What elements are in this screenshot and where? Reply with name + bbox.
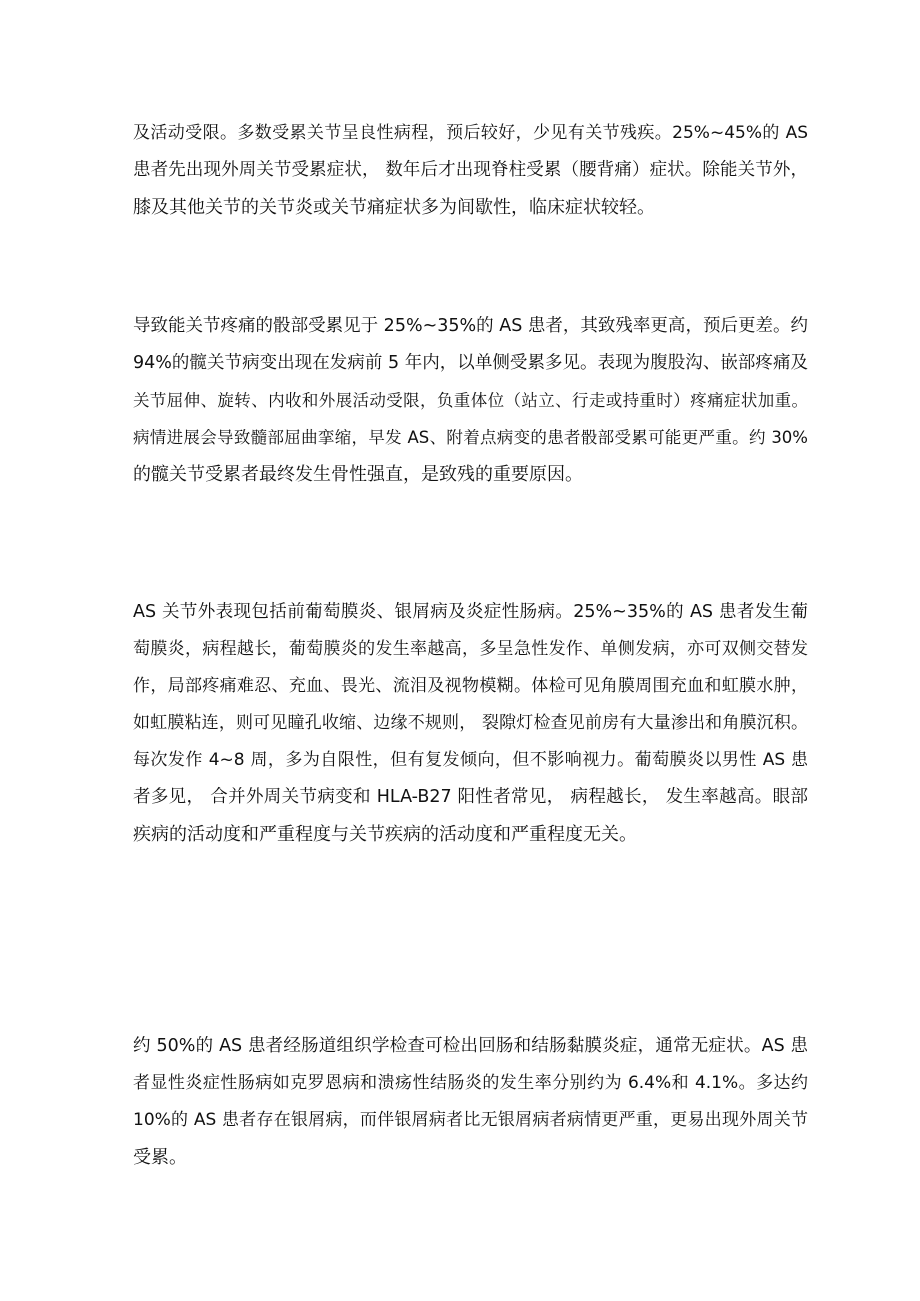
text-line: 作，局部疼痛难忍、充血、畏光、流泪及视物模糊。体检可见角膜周围充血和虹膜水肿， <box>133 676 808 696</box>
text-line: 膝及其他关节的关节炎或关节痛症状多为间歇性，临床症状较轻。 <box>133 197 655 218</box>
text-line: 受累。 <box>133 1147 187 1168</box>
text-line: 者显性炎症性肠病如克罗恩病和溃疡性结肠炎的发生率分别约为 6.4%和 4.1%。多达约 <box>133 1073 808 1093</box>
paragraph-peripheral-joints <box>133 115 808 226</box>
text-line: 关节屈伸、旋转、内收和外展活动受限，负重体位（站立、行走或持重时）疼痛症状加重。 <box>133 391 808 410</box>
text-line: 及活动受限。多数受累关节呈良性病程，预后较好，少见有关节残疾。25%~45%的 AS <box>133 123 808 143</box>
text-line: 萄膜炎，病程越长，葡萄膜炎的发生率越高，多呈急性发作、单侧发病，亦可双侧交替发 <box>133 639 808 659</box>
paragraph-extra-articular-uveitis <box>133 594 808 853</box>
text-line: 者多见， 合并外周关节病变和 HLA-B27 阳性者常见， 病程越长， 发生率越高。眼部 <box>133 787 808 807</box>
text-line: 每次发作 4~8 周，多为自限性，但有复发倾向，但不影响视力。葡萄膜炎以男性 AS 患 <box>133 750 808 770</box>
text-line: 的髋关节受累者最终发生骨性强直，是致残的重要原因。 <box>133 464 583 485</box>
text-line: 患者先出现外周关节受累症状， 数年后才出现脊柱受累（腰背痛）症状。除能关节外， <box>133 160 808 180</box>
text-line: 94%的髋关节病变出现在发病前 5 年内，以单侧受累多见。表现为腹股沟、嵌部疼痛及 <box>133 353 808 373</box>
text-line: 疾病的活动度和严重程度与关节疾病的活动度和严重程度无关。 <box>133 824 637 845</box>
text-line: 如虹膜粘连，则可见瞳孔收缩、边缘不规则， 裂隙灯检查见前房有大量渗出和角膜沉积。 <box>133 713 808 733</box>
text-line: 10%的 AS 患者存在银屑病，而伴银屑病者比无银屑病者病情更严重，更易出现外周关节 <box>133 1110 808 1130</box>
text-line: 导致能关节疼痛的骰部受累见于 25%~35%的 AS 患者，其致残率更高，预后更差。约 <box>133 316 808 336</box>
paragraph-bowel-psoriasis <box>133 1028 808 1176</box>
paragraph-hip-involvement <box>133 308 808 493</box>
text-line: 病情进展会导致髓部屈曲挛缩，早发 AS、附着点病变的患者骰部受累可能更严重。约 30% <box>133 428 808 447</box>
text-line: AS 关节外表现包括前葡萄膜炎、银屑病及炎症性肠病。25%~35%的 AS 患者发生葡 <box>133 602 808 622</box>
text-line: 约 50%的 AS 患者经肠道组织学检查可检出回肠和结肠黏膜炎症，通常无症状。AS 患 <box>133 1036 808 1056</box>
